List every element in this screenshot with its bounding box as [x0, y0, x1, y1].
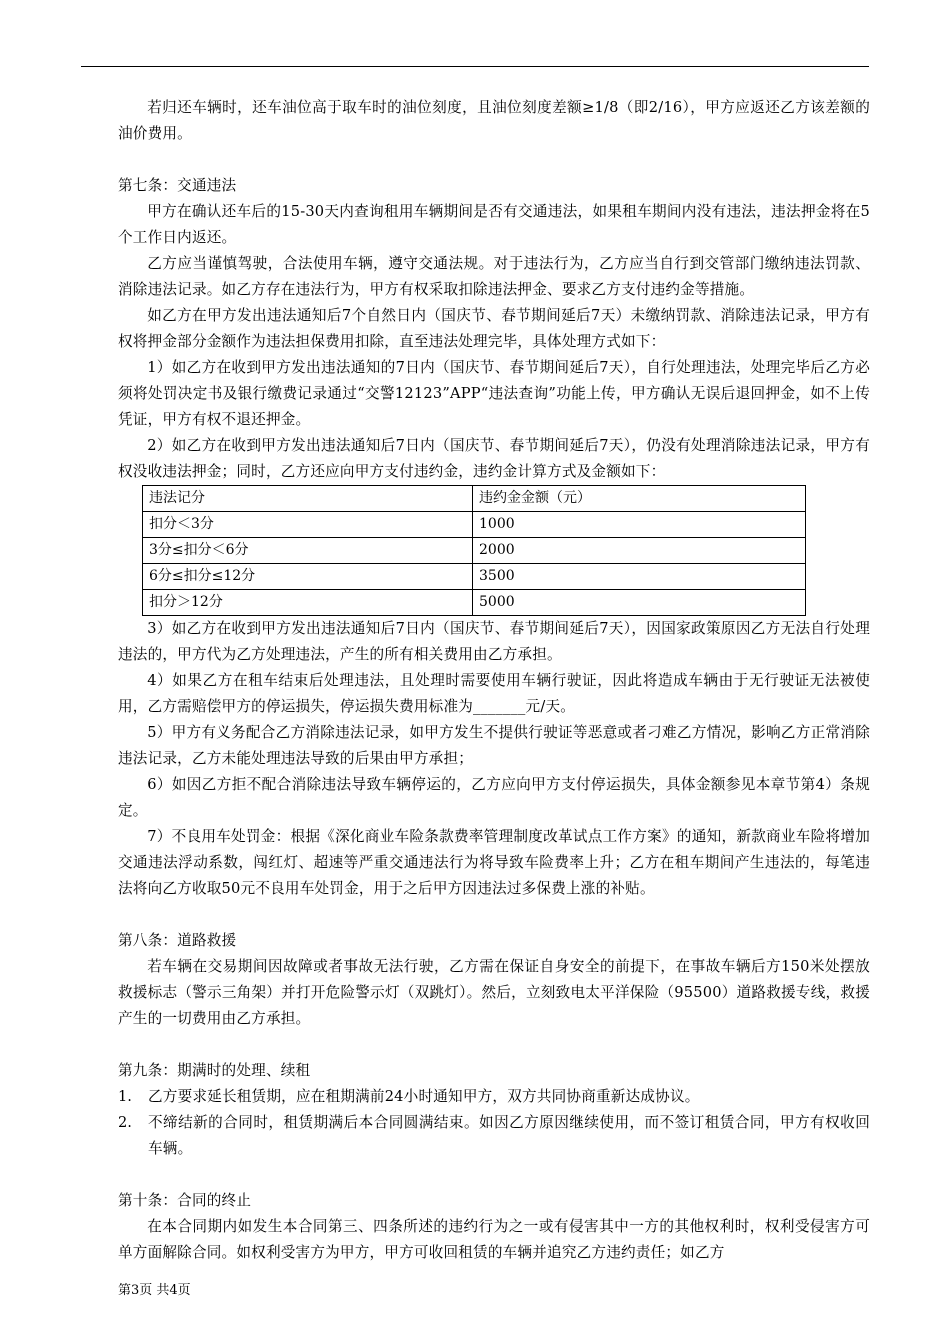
article-7-paragraph-2: 乙方应当谨慎驾驶，合法使用车辆，遵守交通法规。对于违法行为，乙方应当自行到交管部门缴纳违法罚款、消除违法记录。如乙方存在违法行为，甲方有权采取扣除违法押金、要求乙方支付违约金等措施。 — [118, 255, 870, 298]
table-row — [143, 538, 806, 564]
table-row — [143, 564, 806, 590]
article-7-item-2: 2）如乙方在收到甲方发出违法通知后7日内（国庆节、春节期间延后7天），仍没有处理消除违法记录，甲方有权没收违法押金；同时，乙方还应向甲方支付违约金，违约金计算方式及金额如下： — [118, 437, 870, 480]
list-number: 2. — [118, 1114, 132, 1131]
article-7-paragraph-3: 如乙方在甲方发出违法通知后7个自然日内（国庆节、春节期间延后7天）未缴纳罚款、消除违法记录，甲方有权将押金部分金额作为违法担保费用扣除，直至违法处理完毕，具体处理方式如下： — [118, 307, 870, 350]
article-8-heading: 第八条：道路救援 — [118, 932, 237, 949]
table-cell: 1000 — [473, 512, 806, 538]
article-7-paragraph-1: 甲方在确认还车后的15-30天内查询租用车辆期间是否有交通违法，如果租车期间内没有违法，违法押金将在5个工作日内返还。 — [118, 203, 870, 246]
table-cell: 扣分＜3分 — [143, 512, 473, 538]
article-7-item-5: 5）甲方有义务配合乙方消除违法记录，如甲方发生不提供行驶证等恶意或者刁难乙方情况，影响乙方正常消除违法记录，乙方未能处理违法导致的后果由甲方承担； — [118, 724, 870, 767]
article-7-item-3: 3）如乙方在收到甲方发出违法通知后7日内（国庆节、春节期间延后7天），因国家政策原因乙方无法自行处理违法的，甲方代为乙方处理违法，产生的所有相关费用由乙方承担。 — [118, 620, 870, 663]
article-7-item-7: 7）不良用车处罚金：根据《深化商业车险条款费率管理制度改革试点工作方案》的通知，新款商业车险将增加交通违法浮动系数，闯红灯、超速等严重交通违法行为将导致车险费率上升；乙方在租车期间产生违法的，每笔违法将向乙方收取50元不良用车处罚金，用于之后甲方因违法过多保费上涨的补贴。 — [118, 828, 870, 897]
article-8-paragraph-1: 若车辆在交易期间因故障或者事故无法行驶，乙方需在保证自身安全的前提下，在事故车辆后方150米处摆放救援标志（警示三角架）并打开危险警示灯（双跳灯）。然后，立刻致电太平洋保险（95500）道路救援专线，救援产生的一切费用由乙方承担。 — [118, 958, 870, 1027]
page-content — [118, 95, 870, 1266]
article-10-paragraph-1: 在本合同期内如发生本合同第三、四条所述的违约行为之一或有侵害其中一方的其他权利时，权利受侵害方可单方面解除合同。如权利受害方为甲方，甲方可收回租赁的车辆并追究乙方违约责任；如乙方 — [118, 1218, 870, 1261]
table-row — [143, 590, 806, 616]
paragraph-fuel: 若归还车辆时，还车油位高于取车时的油位刻度，且油位刻度差额≥1/8（即2/16），甲方应返还乙方该差额的油价费用。 — [118, 99, 870, 142]
list-item — [118, 1084, 870, 1110]
list-text: 不缔结新的合同时，租赁期满后本合同圆满结束。如因乙方原因继续使用，而不签订租赁合同，甲方有权收回车辆。 — [148, 1114, 870, 1157]
article-7-item-4: 4）如果乙方在租车结束后处理违法，且处理时需要使用车辆行驶证，因此将造成车辆由于无行驶证无法被使用，乙方需赔偿甲方的停运损失，停运损失费用标准为_______元/天。 — [118, 672, 870, 715]
table-row — [143, 512, 806, 538]
table-cell: 5000 — [473, 590, 806, 616]
table-cell: 3分≤扣分＜6分 — [143, 538, 473, 564]
article-9-heading: 第九条：期满时的处理、续租 — [118, 1062, 311, 1079]
article-7-heading: 第七条：交通违法 — [118, 177, 237, 194]
list-text: 乙方要求延长租赁期，应在租期满前24小时通知甲方，双方共同协商重新达成协议。 — [148, 1088, 700, 1105]
list-item — [118, 1110, 870, 1162]
article-7-item-6: 6）如因乙方拒不配合消除违法导致车辆停运的，乙方应向甲方支付停运损失，具体金额参见本章节第4）条规定。 — [118, 776, 870, 819]
table-cell: 2000 — [473, 538, 806, 564]
table-cell: 6分≤扣分≤12分 — [143, 564, 473, 590]
article-10-heading: 第十条：合同的终止 — [118, 1192, 252, 1209]
table-header-row — [143, 486, 806, 512]
article-7-item-1: 1）如乙方在收到甲方发出违法通知的7日内（国庆节、春节期间延后7天），自行处理违法，处理完毕后乙方必须将处罚决定书及银行缴费记录通过“交警12123”APP“违法查询”功能上传，甲方确认无误后退回押金，如不上传凭证，甲方有权不退还押金。 — [118, 359, 870, 428]
page-number-footer: 第3页 共4页 — [118, 1283, 191, 1298]
penalty-table — [142, 485, 806, 616]
table-cell: 3500 — [473, 564, 806, 590]
list-number: 1. — [118, 1088, 132, 1105]
table-header-cell: 违约金金额（元） — [473, 486, 806, 512]
table-header-cell: 违法记分 — [143, 486, 473, 512]
header-rule — [81, 66, 869, 67]
table-cell: 扣分＞12分 — [143, 590, 473, 616]
